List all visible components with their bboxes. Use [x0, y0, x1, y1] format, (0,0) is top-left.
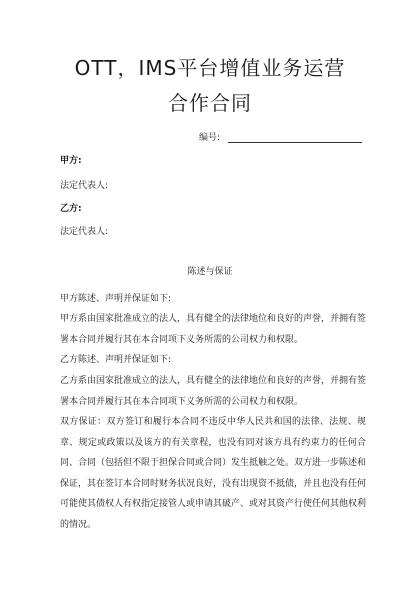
party-a-statement-body: 甲方系由国家批准成立的法人，具有健全的法律地位和良好的声誉，并拥有签署本合同并履行其在本合同项下义务所需的公司权力和权限。: [60, 314, 367, 345]
party-a-label: 甲方:: [60, 156, 82, 166]
contract-number-label: 编号:: [199, 133, 221, 143]
contract-number-blank-line: [228, 132, 362, 143]
party-b-label: 乙方:: [60, 204, 82, 214]
contract-title-line-1: OTT，IMS平台增值业务运营: [74, 56, 346, 80]
contract-title-line-2: 合作合同: [168, 91, 252, 115]
section-heading: 陈述与保证: [187, 267, 233, 277]
party-a-statement-intro: 甲方陈述、声明并保证如下:: [60, 294, 172, 304]
mutual-statement: 双方保证：双方签订和履行本合同不违反中华人民共和国的法律、法规、规章、规定或政策以及该方的有关章程，也没有同对该方具有约束力的任何合同、合同（包括但不限于担保合同或合同）发生抵触之处。双方进一步陈述和保证，其在签订本合同时财务状况良好，没有出现资不抵债，并且也没有任何可能使其债权人有权指定接管人或申请其破产、或对其资产行使任何其他权利的情况。: [60, 417, 367, 530]
contract-number-field: [199, 130, 362, 143]
party-b-statement-intro: 乙方陈述、声明并保证如下:: [60, 355, 172, 365]
party-b-statement-body: 乙方系由国家批准成立的法人，具有健全的法律地位和良好的声誉，并拥有签署本合同并履行其在本合同项下义务所需的公司权力和权限。: [60, 376, 367, 407]
party-b-representative-label: 法定代表人:: [60, 227, 109, 237]
party-a-representative-label: 法定代表人:: [60, 181, 109, 191]
